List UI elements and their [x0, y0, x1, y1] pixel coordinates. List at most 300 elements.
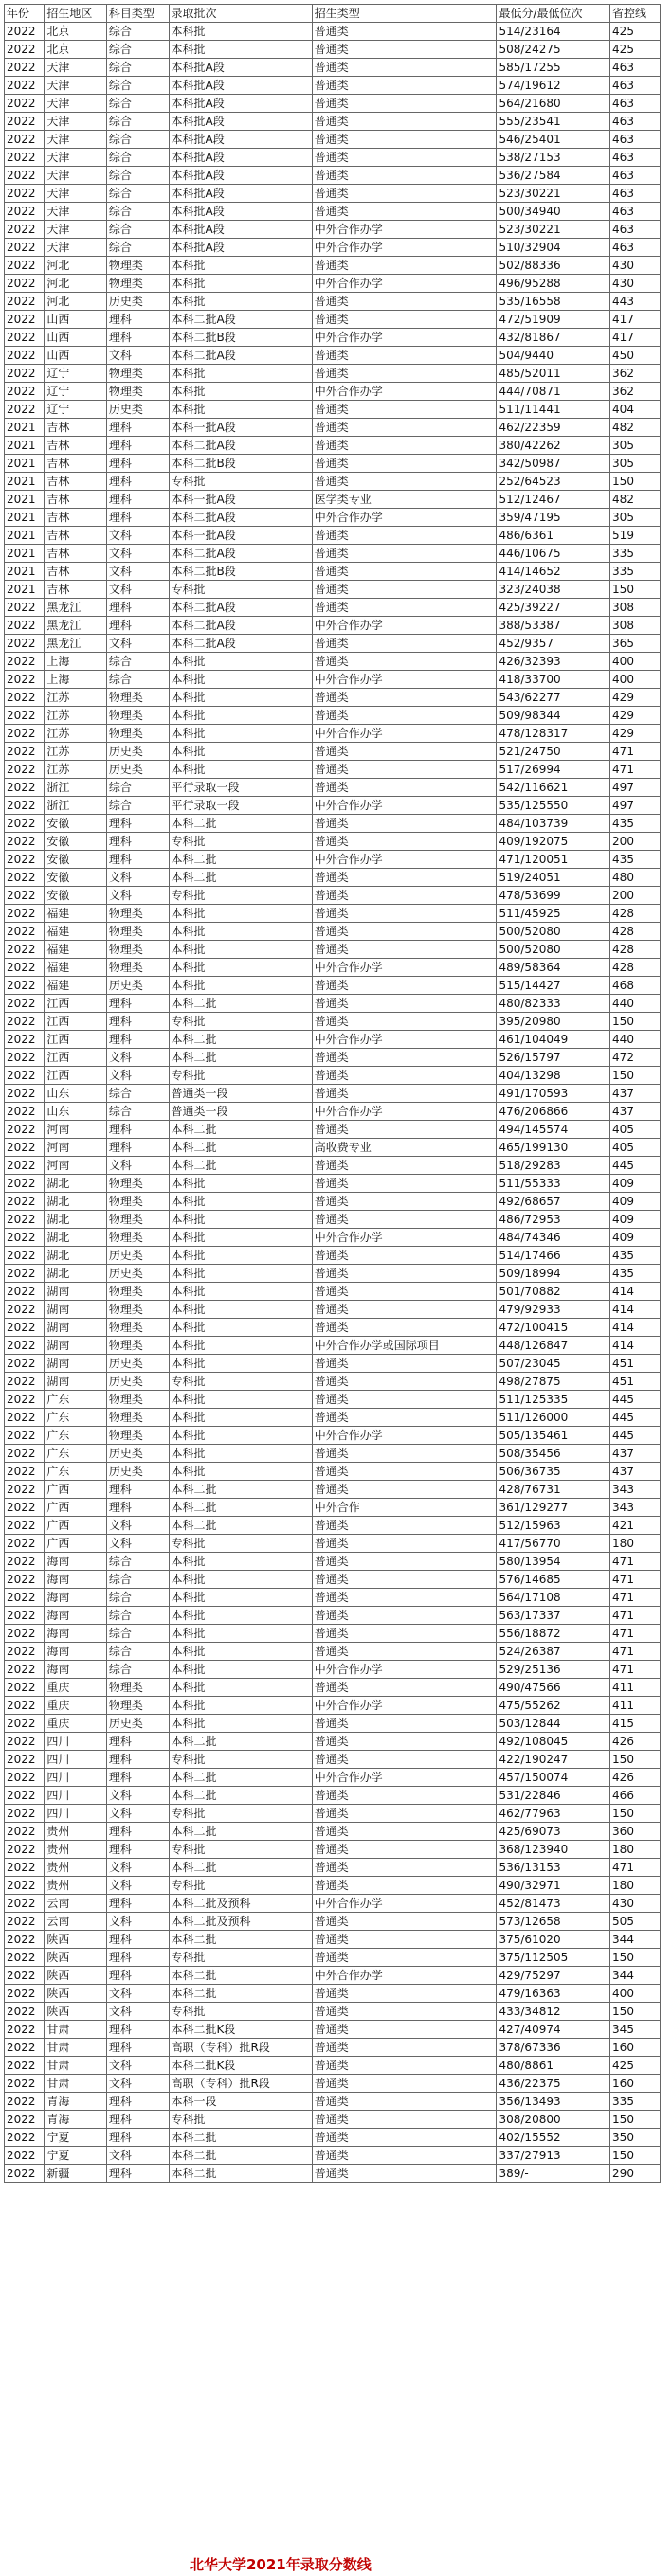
cell-type: 普通类: [312, 779, 497, 797]
cell-batch: 本科批: [169, 923, 312, 941]
cell-type: 普通类: [312, 1121, 497, 1139]
table-row: [5, 815, 661, 833]
cell-region: 海南: [45, 1571, 107, 1589]
cell-year: 2022: [5, 995, 45, 1013]
cell-min-score-rank: 510/32904: [497, 239, 610, 257]
table-row: [5, 2075, 661, 2093]
cell-year: 2022: [5, 815, 45, 833]
cell-batch: 本科批: [169, 1265, 312, 1283]
cell-subject: 历史类: [106, 977, 169, 995]
cell-min-score-rank: 425/69073: [497, 1823, 610, 1841]
cell-subject: 物理类: [106, 257, 169, 275]
cell-subject: 综合: [106, 23, 169, 41]
cell-subject: 综合: [106, 1643, 169, 1661]
cell-type: 中外合作办学: [312, 617, 497, 635]
cell-control-line: 409: [610, 1175, 661, 1193]
cell-year: 2022: [5, 1139, 45, 1157]
table-row: [5, 1787, 661, 1805]
cell-control-line: 344: [610, 1967, 661, 1985]
cell-subject: 物理类: [106, 1427, 169, 1445]
cell-min-score-rank: 511/45925: [497, 905, 610, 923]
cell-type: 普通类: [312, 59, 497, 77]
cell-year: 2022: [5, 689, 45, 707]
cell-type: 普通类: [312, 599, 497, 617]
cell-control-line: 180: [610, 1877, 661, 1895]
cell-type: 中外合作办学: [312, 1967, 497, 1985]
cell-min-score-rank: 479/92933: [497, 1301, 610, 1319]
table-row: [5, 581, 661, 599]
cell-year: 2022: [5, 1967, 45, 1985]
cell-region: 广西: [45, 1481, 107, 1499]
cell-year: 2022: [5, 1517, 45, 1535]
cell-control-line: 308: [610, 617, 661, 635]
cell-control-line: 150: [610, 581, 661, 599]
cell-min-score-rank: 252/64523: [497, 473, 610, 491]
cell-subject: 综合: [106, 95, 169, 113]
cell-subject: 理科: [106, 2039, 169, 2057]
cell-region: 吉林: [45, 563, 107, 581]
cell-control-line: 466: [610, 1787, 661, 1805]
table-row: [5, 1589, 661, 1607]
cell-min-score-rank: 461/104049: [497, 1031, 610, 1049]
cell-min-score-rank: 436/22375: [497, 2075, 610, 2093]
cell-batch: 本科二批: [169, 1499, 312, 1517]
cell-year: 2022: [5, 905, 45, 923]
cell-type: 普通类: [312, 293, 497, 311]
table-row: [5, 1193, 661, 1211]
table-row: [5, 1337, 661, 1355]
cell-batch: 专科批: [169, 833, 312, 851]
cell-type: 普通类: [312, 113, 497, 131]
cell-min-score-rank: 308/20800: [497, 2111, 610, 2129]
cell-subject: 综合: [106, 59, 169, 77]
cell-type: 普通类: [312, 1463, 497, 1481]
cell-min-score-rank: 514/23164: [497, 23, 610, 41]
cell-type: 中外合作办学: [312, 1427, 497, 1445]
cell-min-score-rank: 529/25136: [497, 1661, 610, 1679]
cell-subject: 理科: [106, 1139, 169, 1157]
cell-type: 中外合作办学: [312, 509, 497, 527]
cell-batch: 本科批: [169, 1391, 312, 1409]
cell-control-line: 425: [610, 23, 661, 41]
cell-year: 2022: [5, 383, 45, 401]
cell-region: 山西: [45, 311, 107, 329]
cell-subject: 文科: [106, 1067, 169, 1085]
table-row: [5, 401, 661, 419]
cell-subject: 物理类: [106, 383, 169, 401]
cell-batch: 本科批: [169, 1643, 312, 1661]
cell-year: 2022: [5, 1607, 45, 1625]
cell-control-line: 437: [610, 1445, 661, 1463]
cell-min-score-rank: 485/52011: [497, 365, 610, 383]
cell-region: 贵州: [45, 1877, 107, 1895]
cell-subject: 理科: [106, 329, 169, 347]
cell-region: 湖南: [45, 1319, 107, 1337]
cell-min-score-rank: 404/13298: [497, 1067, 610, 1085]
cell-year: 2022: [5, 275, 45, 293]
cell-region: 安徽: [45, 833, 107, 851]
cell-batch: 本科批: [169, 365, 312, 383]
cell-min-score-rank: 508/35456: [497, 1445, 610, 1463]
cell-batch: 本科批A段: [169, 59, 312, 77]
cell-subject: 理科: [106, 1121, 169, 1139]
cell-batch: 专科批: [169, 581, 312, 599]
cell-control-line: 463: [610, 131, 661, 149]
cell-year: 2022: [5, 1571, 45, 1589]
cell-min-score-rank: 409/192075: [497, 833, 610, 851]
cell-year: 2022: [5, 239, 45, 257]
cell-subject: 理科: [106, 851, 169, 869]
cell-batch: 本科批: [169, 689, 312, 707]
table-row: [5, 959, 661, 977]
cell-batch: 本科二批A段: [169, 509, 312, 527]
cell-type: 普通类: [312, 743, 497, 761]
cell-year: 2022: [5, 95, 45, 113]
cell-region: 北京: [45, 41, 107, 59]
cell-year: 2021: [5, 491, 45, 509]
cell-year: 2022: [5, 707, 45, 725]
cell-subject: 综合: [106, 203, 169, 221]
cell-batch: 本科二批: [169, 1823, 312, 1841]
cell-control-line: 519: [610, 527, 661, 545]
cell-year: 2022: [5, 1823, 45, 1841]
cell-control-line: 445: [610, 1409, 661, 1427]
cell-subject: 理科: [106, 473, 169, 491]
cell-batch: 本科批: [169, 761, 312, 779]
cell-region: 安徽: [45, 887, 107, 905]
cell-control-line: 471: [610, 743, 661, 761]
cell-subject: 理科: [106, 599, 169, 617]
cell-region: 黑龙江: [45, 635, 107, 653]
cell-control-line: 451: [610, 1373, 661, 1391]
cell-control-line: 471: [610, 1553, 661, 1571]
cell-region: 吉林: [45, 527, 107, 545]
cell-subject: 综合: [106, 1085, 169, 1103]
cell-year: 2022: [5, 1787, 45, 1805]
cell-batch: 专科批: [169, 473, 312, 491]
cell-type: 普通类: [312, 2075, 497, 2093]
cell-type: 普通类: [312, 1553, 497, 1571]
table-row: [5, 743, 661, 761]
cell-region: 黑龙江: [45, 599, 107, 617]
cell-batch: 本科批: [169, 383, 312, 401]
cell-min-score-rank: 511/11441: [497, 401, 610, 419]
cell-control-line: 400: [610, 671, 661, 689]
table-row: [5, 1625, 661, 1643]
cell-control-line: 428: [610, 923, 661, 941]
cell-type: 普通类: [312, 563, 497, 581]
table-row: [5, 563, 661, 581]
cell-batch: 本科批: [169, 1661, 312, 1679]
table-row: [5, 149, 661, 167]
table-row: [5, 1427, 661, 1445]
cell-control-line: 471: [610, 1625, 661, 1643]
cell-control-line: 417: [610, 329, 661, 347]
cell-region: 天津: [45, 221, 107, 239]
cell-subject: 历史类: [106, 1463, 169, 1481]
cell-subject: 物理类: [106, 707, 169, 725]
cell-type: 普通类: [312, 149, 497, 167]
cell-region: 海南: [45, 1661, 107, 1679]
cell-batch: 本科批: [169, 671, 312, 689]
cell-min-score-rank: 433/34812: [497, 2003, 610, 2021]
table-row: [5, 923, 661, 941]
cell-year: 2022: [5, 257, 45, 275]
cell-region: 海南: [45, 1589, 107, 1607]
cell-subject: 理科: [106, 1769, 169, 1787]
cell-type: 普通类: [312, 347, 497, 365]
cell-subject: 文科: [106, 527, 169, 545]
cell-type: 普通类: [312, 635, 497, 653]
cell-type: 中外合作办学: [312, 383, 497, 401]
col-header-region: 招生地区: [45, 5, 107, 23]
cell-batch: 本科批: [169, 401, 312, 419]
cell-control-line: 150: [610, 1805, 661, 1823]
cell-region: 浙江: [45, 779, 107, 797]
cell-type: 中外合作办学: [312, 1769, 497, 1787]
cell-subject: 物理类: [106, 365, 169, 383]
table-row: [5, 1319, 661, 1337]
cell-region: 海南: [45, 1625, 107, 1643]
cell-control-line: 409: [610, 1193, 661, 1211]
cell-control-line: 150: [610, 2003, 661, 2021]
cell-year: 2022: [5, 221, 45, 239]
cell-control-line: 421: [610, 1517, 661, 1535]
cell-control-line: 468: [610, 977, 661, 995]
cell-subject: 综合: [106, 1571, 169, 1589]
cell-control-line: 335: [610, 563, 661, 581]
cell-year: 2021: [5, 509, 45, 527]
cell-control-line: 305: [610, 455, 661, 473]
table-row: [5, 1355, 661, 1373]
cell-batch: 本科二批及预科: [169, 1913, 312, 1931]
cell-subject: 理科: [106, 2093, 169, 2111]
cell-min-score-rank: 337/27913: [497, 2147, 610, 2165]
cell-control-line: 411: [610, 1697, 661, 1715]
cell-min-score-rank: 580/13954: [497, 1553, 610, 1571]
cell-batch: 本科二批A段: [169, 347, 312, 365]
table-row: [5, 1643, 661, 1661]
cell-subject: 物理类: [106, 1229, 169, 1247]
cell-min-score-rank: 524/26387: [497, 1643, 610, 1661]
cell-batch: 本科二批: [169, 1517, 312, 1535]
cell-region: 广西: [45, 1535, 107, 1553]
cell-type: 普通类: [312, 1715, 497, 1733]
cell-type: 普通类: [312, 473, 497, 491]
cell-batch: 平行录取一段: [169, 797, 312, 815]
cell-subject: 综合: [106, 797, 169, 815]
cell-region: 江苏: [45, 689, 107, 707]
cell-region: 四川: [45, 1733, 107, 1751]
cell-year: 2021: [5, 581, 45, 599]
cell-min-score-rank: 543/62277: [497, 689, 610, 707]
cell-type: 普通类: [312, 977, 497, 995]
cell-region: 吉林: [45, 581, 107, 599]
cell-batch: 本科批: [169, 1283, 312, 1301]
cell-batch: 本科批: [169, 959, 312, 977]
cell-year: 2022: [5, 149, 45, 167]
cell-control-line: 429: [610, 689, 661, 707]
cell-region: 四川: [45, 1787, 107, 1805]
cell-region: 海南: [45, 1553, 107, 1571]
cell-subject: 理科: [106, 995, 169, 1013]
cell-region: 广东: [45, 1409, 107, 1427]
cell-type: 普通类: [312, 1211, 497, 1229]
cell-subject: 理科: [106, 437, 169, 455]
cell-control-line: 414: [610, 1319, 661, 1337]
cell-min-score-rank: 573/12658: [497, 1913, 610, 1931]
cell-min-score-rank: 555/23541: [497, 113, 610, 131]
cell-control-line: 414: [610, 1283, 661, 1301]
table-row: [5, 1283, 661, 1301]
table-row: [5, 1715, 661, 1733]
table-row: [5, 707, 661, 725]
cell-batch: 本科批A段: [169, 113, 312, 131]
cell-batch: 本科批: [169, 1409, 312, 1427]
table-row: [5, 1139, 661, 1157]
cell-subject: 综合: [106, 1625, 169, 1643]
cell-type: 普通类: [312, 1913, 497, 1931]
cell-region: 湖北: [45, 1247, 107, 1265]
cell-type: 普通类: [312, 815, 497, 833]
cell-min-score-rank: 492/68657: [497, 1193, 610, 1211]
cell-region: 福建: [45, 959, 107, 977]
cell-subject: 综合: [106, 185, 169, 203]
cell-min-score-rank: 504/9440: [497, 347, 610, 365]
cell-control-line: 409: [610, 1229, 661, 1247]
cell-batch: 平行录取一段: [169, 779, 312, 797]
table-row: [5, 1769, 661, 1787]
cell-region: 辽宁: [45, 401, 107, 419]
cell-batch: 本科批: [169, 41, 312, 59]
table-row: [5, 2039, 661, 2057]
cell-year: 2022: [5, 635, 45, 653]
cell-min-score-rank: 480/8861: [497, 2057, 610, 2075]
cell-batch: 专科批: [169, 1535, 312, 1553]
cell-year: 2022: [5, 1355, 45, 1373]
cell-min-score-rank: 508/24275: [497, 41, 610, 59]
cell-region: 湖北: [45, 1265, 107, 1283]
cell-type: 普通类: [312, 23, 497, 41]
cell-batch: 本科二批A段: [169, 437, 312, 455]
cell-subject: 理科: [106, 1733, 169, 1751]
cell-batch: 本科批: [169, 1589, 312, 1607]
table-row: [5, 383, 661, 401]
cell-control-line: 426: [610, 1733, 661, 1751]
cell-min-score-rank: 491/170593: [497, 1085, 610, 1103]
cell-min-score-rank: 375/112505: [497, 1949, 610, 1967]
cell-control-line: 437: [610, 1463, 661, 1481]
table-row: [5, 869, 661, 887]
cell-min-score-rank: 585/17255: [497, 59, 610, 77]
cell-subject: 文科: [106, 635, 169, 653]
cell-batch: 本科批: [169, 977, 312, 995]
cell-year: 2022: [5, 1157, 45, 1175]
cell-control-line: 150: [610, 1949, 661, 1967]
cell-type: 普通类: [312, 77, 497, 95]
cell-year: 2022: [5, 1805, 45, 1823]
cell-min-score-rank: 432/81867: [497, 329, 610, 347]
cell-region: 安徽: [45, 851, 107, 869]
cell-type: 普通类: [312, 1409, 497, 1427]
cell-control-line: 471: [610, 1859, 661, 1877]
cell-year: 2022: [5, 1337, 45, 1355]
table-row: [5, 1229, 661, 1247]
cell-batch: 本科批: [169, 1319, 312, 1337]
cell-region: 天津: [45, 167, 107, 185]
cell-control-line: 404: [610, 401, 661, 419]
cell-subject: 物理类: [106, 941, 169, 959]
cell-year: 2022: [5, 59, 45, 77]
cell-control-line: 440: [610, 995, 661, 1013]
cell-year: 2022: [5, 1049, 45, 1067]
cell-min-score-rank: 500/34940: [497, 203, 610, 221]
cell-year: 2022: [5, 2039, 45, 2057]
cell-region: 浙江: [45, 797, 107, 815]
cell-min-score-rank: 556/18872: [497, 1625, 610, 1643]
cell-batch: 本科二批: [169, 851, 312, 869]
cell-subject: 理科: [106, 1949, 169, 1967]
cell-year: 2022: [5, 1589, 45, 1607]
cell-subject: 综合: [106, 779, 169, 797]
cell-batch: 本科二批: [169, 815, 312, 833]
cell-min-score-rank: 546/25401: [497, 131, 610, 149]
cell-min-score-rank: 427/40974: [497, 2021, 610, 2039]
table-row: [5, 113, 661, 131]
cell-batch: 本科批: [169, 1445, 312, 1463]
cell-min-score-rank: 484/103739: [497, 815, 610, 833]
cell-year: 2022: [5, 869, 45, 887]
cell-region: 湖南: [45, 1355, 107, 1373]
header-row: [5, 5, 661, 23]
cell-min-score-rank: 511/125335: [497, 1391, 610, 1409]
cell-control-line: 463: [610, 221, 661, 239]
table-header: [5, 5, 661, 23]
cell-min-score-rank: 342/50987: [497, 455, 610, 473]
cell-subject: 文科: [106, 1805, 169, 1823]
cell-control-line: 463: [610, 59, 661, 77]
cell-min-score-rank: 426/32393: [497, 653, 610, 671]
cell-batch: 专科批: [169, 1841, 312, 1859]
cell-control-line: 150: [610, 2111, 661, 2129]
cell-subject: 理科: [106, 491, 169, 509]
cell-min-score-rank: 484/74346: [497, 1229, 610, 1247]
cell-region: 宁夏: [45, 2147, 107, 2165]
cell-type: 普通类: [312, 995, 497, 1013]
table-row: [5, 509, 661, 527]
cell-min-score-rank: 475/55262: [497, 1697, 610, 1715]
cell-subject: 文科: [106, 1985, 169, 2003]
cell-min-score-rank: 462/77963: [497, 1805, 610, 1823]
cell-min-score-rank: 498/27875: [497, 1373, 610, 1391]
cell-year: 2022: [5, 1895, 45, 1913]
cell-type: 普通类: [312, 2093, 497, 2111]
cell-control-line: 471: [610, 1607, 661, 1625]
cell-subject: 理科: [106, 455, 169, 473]
cell-type: 普通类: [312, 1535, 497, 1553]
cell-batch: 本科二批B段: [169, 455, 312, 473]
cell-min-score-rank: 418/33700: [497, 671, 610, 689]
cell-type: 普通类: [312, 1877, 497, 1895]
cell-region: 湖南: [45, 1301, 107, 1319]
cell-batch: 本科一段: [169, 2093, 312, 2111]
cell-min-score-rank: 476/206866: [497, 1103, 610, 1121]
cell-year: 2022: [5, 1175, 45, 1193]
cell-year: 2022: [5, 725, 45, 743]
cell-subject: 物理类: [106, 1283, 169, 1301]
cell-min-score-rank: 496/95288: [497, 275, 610, 293]
cell-year: 2022: [5, 599, 45, 617]
